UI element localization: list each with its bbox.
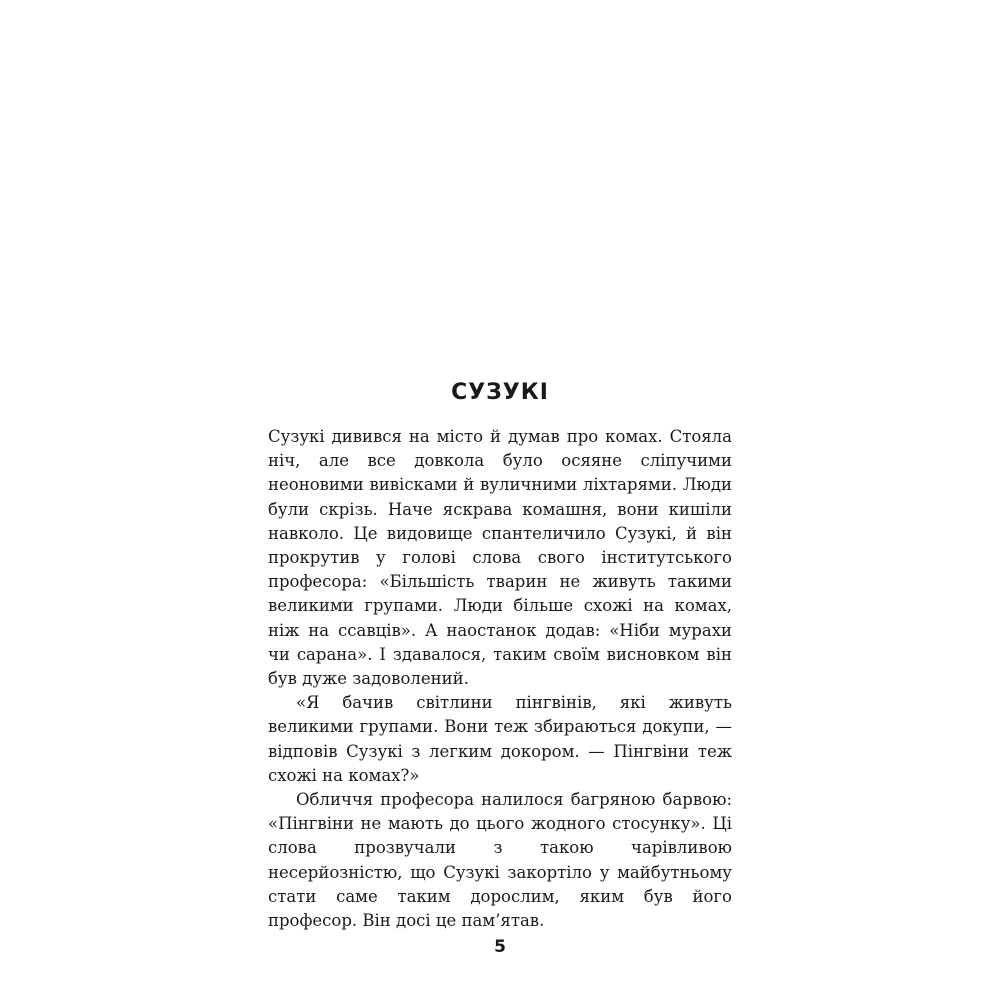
- page-number: 5: [494, 937, 506, 957]
- paragraph-1: Сузукі дивився на місто й думав про комах. Стояла ніч, але все довкола було осяяне сліпучими неоновими вивісками й вуличними ліхтарями. Люди були скрізь. Наче яскрава комашня, вони кишіли навколо. Це видовище спантеличило Сузукі, й він прокрутив у голові слова свого інститутського професора: «Більшість тварин не живуть такими великими групами. Люди більше схожі на комах, ніж на ссавців». А наостанок додав: «Ніби мурахи чи сарана». І здавалося, таким своїм висновком він був дуже задоволений.: [268, 427, 732, 689]
- paragraph-2: «Я бачив світлини пінгвінів, які живуть великими групами. Вони теж збираються докупи, — відповів Сузукі з легким докором. — Пінгвіни теж схожі на комах?»: [268, 693, 732, 785]
- chapter-title: СУЗУКІ: [451, 380, 549, 405]
- body-text: [268, 425, 732, 933]
- paragraph-3: Обличчя професора налилося багряною барвою: «Пінгвіни не мають до цього жодного стосунку». Ці слова прозвучали з такою чарівливою несерйозністю, що Сузукі закортіло у майбутньому стати саме таким дорослим, яким був його професор. Він досі це пам’ятав.: [268, 790, 732, 931]
